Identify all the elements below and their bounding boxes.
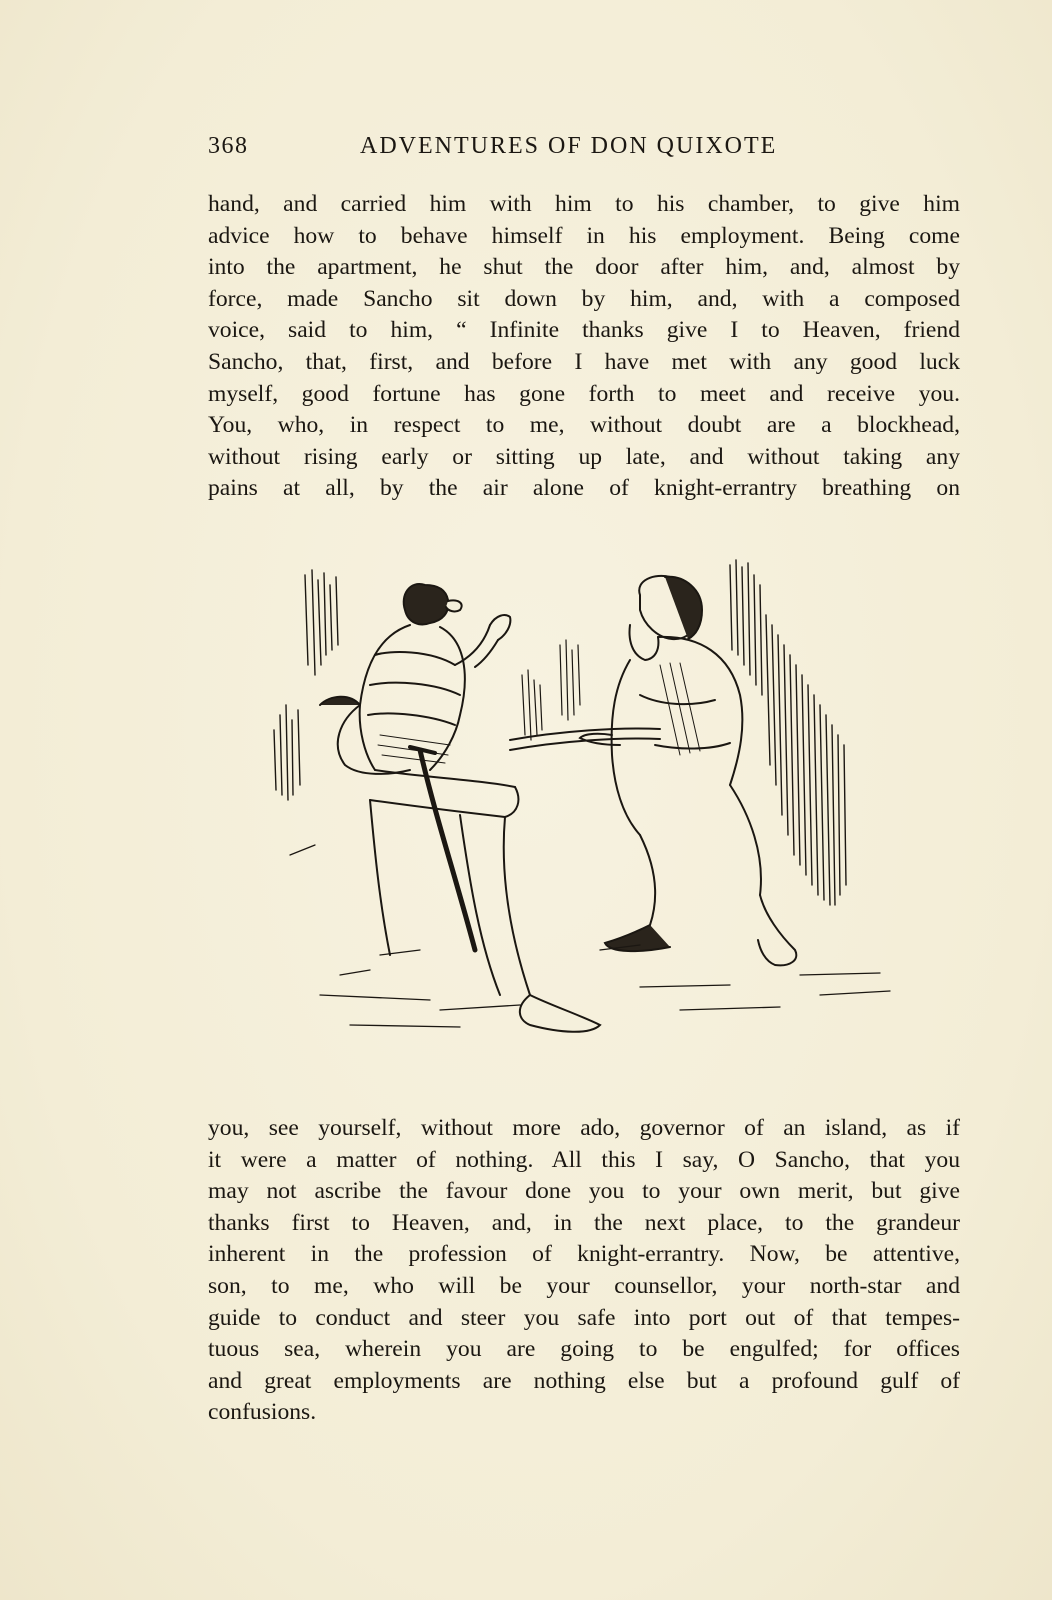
text-line: may not ascribe the favour done you to your own merit, but give: [208, 1178, 960, 1205]
text-line: confusions.: [208, 1399, 317, 1426]
running-title: ADVENTURES OF DON QUIXOTE: [360, 133, 778, 159]
text-line: hand, and carried him with him to his chamber, to give him: [208, 191, 960, 217]
don-quixote-figure: [320, 584, 600, 1032]
wall-hatching-left: [274, 570, 338, 800]
text-line: son, to me, who will be your counsellor, your north-star and: [208, 1272, 960, 1299]
text-line: you, see yourself, without more ado, governor of an island, as if: [208, 1115, 960, 1141]
text-line: advice how to behave himself in his employment. Being come: [208, 222, 960, 249]
text-line: it were a matter of nothing. All this I say, O Sancho, that you: [208, 1146, 960, 1173]
text-line: force, made Sancho sit down by him, and, with a composed: [208, 285, 960, 312]
engraving-illustration: [260, 555, 910, 1075]
text-line: guide to conduct and steer you safe into port out of that tempes-: [208, 1304, 960, 1331]
text-line: voice, said to him, “ Infinite thanks give I to Heaven, friend: [208, 317, 960, 344]
text-line: without rising early or sitting up late, and without taking any: [208, 443, 960, 470]
paragraph-bottom: [208, 1113, 960, 1429]
text-line: pains at all, by the air alone of knight-errantry breathing on: [208, 475, 960, 502]
text-line: You, who, in respect to me, without doubt are a blockhead,: [208, 412, 960, 439]
text-line: myself, good fortune has gone forth to meet and receive you.: [208, 380, 960, 407]
page-number: 368: [208, 133, 249, 159]
text-line: tuous sea, wherein you are going to be engulfed; for offices: [208, 1336, 960, 1363]
text-line: Sancho, that, first, and before I have met with any good luck: [208, 348, 960, 375]
text-line: inherent in the profession of knight-errantry. Now, be attentive,: [208, 1241, 960, 1268]
text-line: into the apartment, he shut the door after him, and, almost by: [208, 254, 960, 281]
sancho-panza-figure: [580, 576, 796, 965]
paragraph-top: [208, 189, 960, 505]
wall-hatching-center: [522, 640, 580, 740]
floor-lines: [290, 845, 890, 1027]
text-line: thanks first to Heaven, and, in the next place, to the grandeur: [208, 1209, 960, 1236]
text-line: and great employments are nothing else but a profound gulf of: [208, 1367, 960, 1394]
wall-hatching-right: [730, 560, 846, 905]
running-header: [208, 133, 820, 165]
